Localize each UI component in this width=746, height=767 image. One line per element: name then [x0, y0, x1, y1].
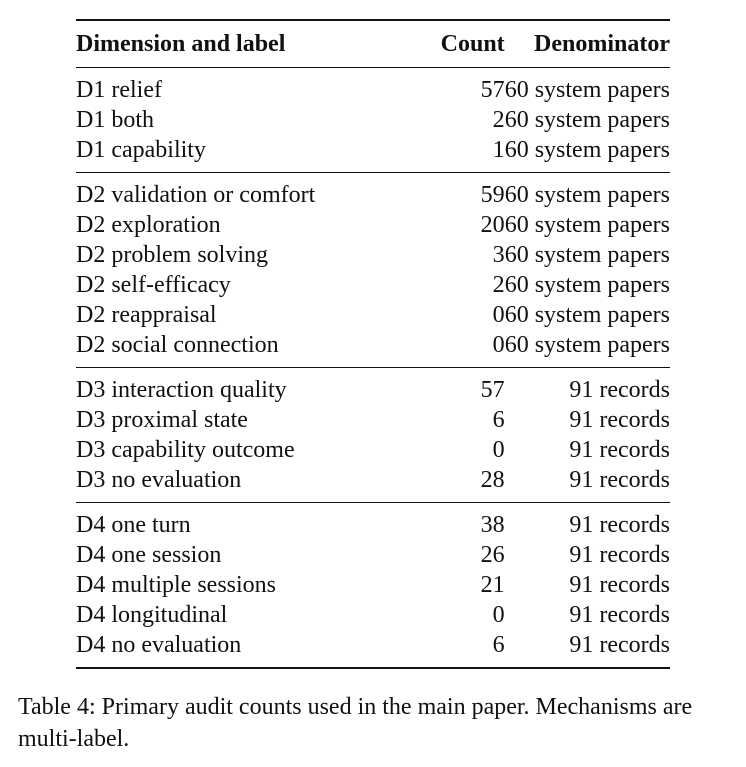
cell-count: 57 — [480, 77, 505, 103]
cell-label: D2 social connection — [76, 332, 279, 358]
cell-denominator: 91 records — [569, 572, 670, 598]
cell-denominator: 91 records — [569, 467, 670, 493]
cell-denominator: 60 system papers — [504, 302, 670, 328]
header-row — [76, 20, 670, 68]
cell-denominator: 60 system papers — [504, 242, 670, 268]
cell-denominator: 91 records — [569, 542, 670, 568]
cell-label: D4 one turn — [76, 503, 391, 541]
table-row — [76, 503, 670, 541]
audit-counts-table-container — [76, 19, 670, 669]
table-row — [76, 600, 670, 630]
table-row — [76, 240, 670, 270]
cell-count: 26 — [480, 542, 505, 568]
table-row — [76, 68, 670, 106]
group-d2 — [76, 173, 670, 368]
cell-label: D1 both — [76, 107, 154, 133]
table-header — [76, 20, 670, 68]
cell-count: 59 — [391, 173, 505, 211]
group-d1 — [76, 68, 670, 173]
table-row — [76, 570, 670, 600]
cell-count: 0 — [492, 437, 505, 463]
cell-label: D4 longitudinal — [76, 602, 228, 628]
cell-denominator: 60 system papers — [504, 272, 670, 298]
cell-count: 28 — [480, 467, 505, 493]
cell-denominator: 60 system papers — [504, 77, 670, 103]
table-row — [76, 435, 670, 465]
cell-count: 38 — [391, 503, 505, 541]
table-caption: Table 4: Primary audit counts used in the main paper. Mechanisms are multi-label. — [18, 694, 693, 752]
cell-denominator: 60 system papers — [504, 137, 670, 163]
table-row — [76, 105, 670, 135]
cell-count: 6 — [391, 630, 505, 668]
cell-label: D2 problem solving — [76, 242, 268, 268]
table-row — [76, 465, 670, 503]
cell-denominator: 60 system papers — [505, 173, 670, 211]
cell-denominator: 91 records — [505, 368, 670, 406]
cell-count: 2 — [492, 272, 505, 298]
table-row — [76, 173, 670, 211]
cell-count: 3 — [492, 242, 505, 268]
cell-label: D3 interaction quality — [76, 368, 391, 406]
cell-count: 20 — [480, 212, 505, 238]
cell-denominator: 91 records — [505, 503, 670, 541]
cell-label: D4 one session — [76, 542, 222, 568]
table-row — [76, 270, 670, 300]
table-row — [76, 540, 670, 570]
table-row — [76, 210, 670, 240]
table-row — [76, 368, 670, 406]
group-d3 — [76, 368, 670, 503]
cell-label: D2 exploration — [76, 212, 221, 238]
table-row — [76, 405, 670, 435]
audit-counts-table — [76, 19, 670, 669]
cell-denominator: 91 records — [569, 407, 670, 433]
table-row — [76, 300, 670, 330]
cell-count: 21 — [480, 572, 505, 598]
cell-label: D4 multiple sessions — [76, 572, 277, 598]
cell-count: 1 — [492, 137, 505, 163]
cell-count: 0 — [492, 332, 505, 358]
header-denominator: Denominator — [505, 20, 670, 68]
cell-label: D2 self-efficacy — [76, 272, 231, 298]
group-d4 — [76, 503, 670, 669]
cell-denominator: 91 records — [505, 630, 670, 668]
table-row — [76, 330, 670, 368]
cell-denominator: 91 records — [569, 602, 670, 628]
cell-label: D4 no evaluation — [76, 630, 391, 668]
cell-count: 2 — [492, 107, 505, 133]
cell-label: D2 validation or comfort — [76, 173, 391, 211]
cell-count: 6 — [492, 407, 505, 433]
cell-label: D3 capability outcome — [76, 437, 295, 463]
table-row — [76, 135, 670, 173]
cell-label: D3 no evaluation — [76, 467, 242, 493]
cell-denominator: 60 system papers — [504, 107, 670, 133]
table-row — [76, 630, 670, 668]
cell-label: D1 relief — [76, 77, 162, 103]
cell-denominator: 60 system papers — [504, 212, 670, 238]
cell-label: D3 proximal state — [76, 407, 248, 433]
cell-denominator: 60 system papers — [504, 332, 670, 358]
header-dimension-label: Dimension and label — [76, 20, 391, 68]
cell-count: 0 — [492, 302, 505, 328]
cell-count: 0 — [492, 602, 505, 628]
header-count: Count — [391, 20, 505, 68]
cell-count: 57 — [391, 368, 505, 406]
cell-label: D1 capability — [76, 137, 206, 163]
cell-denominator: 91 records — [569, 437, 670, 463]
cell-label: D2 reappraisal — [76, 302, 217, 328]
